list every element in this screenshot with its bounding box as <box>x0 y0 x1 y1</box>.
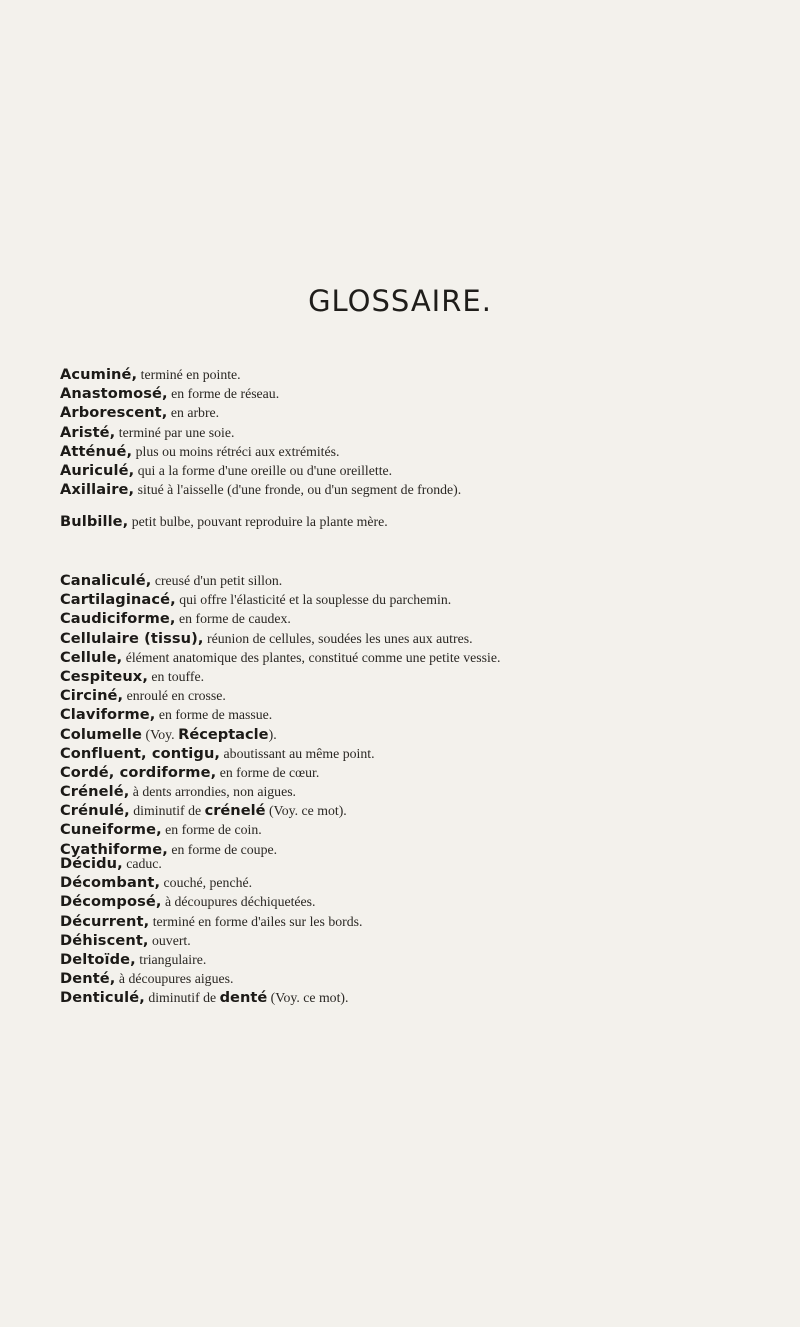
glossary-group-b <box>60 512 790 531</box>
glossary-entry <box>60 854 790 873</box>
glossary-definition: terminé par une soie. <box>115 424 235 440</box>
glossary-entry <box>60 480 790 499</box>
glossary-entry <box>60 969 790 988</box>
glossary-entry <box>60 873 790 892</box>
glossary-entry <box>60 648 790 667</box>
glossary-entry <box>60 461 790 480</box>
glossary-term: Confluent, contigu, <box>60 744 221 762</box>
glossary-term: Cyathiforme, <box>60 840 168 858</box>
glossary-entry <box>60 931 790 950</box>
glossary-definition-tail: (Voy. ce mot). <box>265 803 347 819</box>
glossary-cross-reference: crénelé <box>204 802 266 820</box>
glossary-term: Cellule, <box>60 648 123 666</box>
glossary-group-a <box>60 365 790 499</box>
glossary-group-d <box>60 854 790 1008</box>
glossary-term: Circiné, <box>60 687 124 705</box>
glossary-definition: à découpures déchiquetées. <box>161 894 316 910</box>
glossary-entry <box>60 609 790 628</box>
glossary-definition: triangulaire. <box>135 951 207 967</box>
glossary-definition-tail: (Voy. ce mot). <box>267 990 349 1006</box>
glossary-entry <box>60 705 790 724</box>
glossary-definition: en forme de réseau. <box>167 386 280 402</box>
glossary-definition: en forme de coin. <box>161 822 262 838</box>
glossary-definition: terminé en pointe. <box>137 367 241 382</box>
page-title: GLOSSAIRE. <box>308 284 492 318</box>
glossary-term: Bulbille, <box>60 513 129 530</box>
glossary-definition: qui offre l'élasticité et la souplesse du parchemin. <box>175 592 452 608</box>
glossary-entry <box>60 988 790 1007</box>
glossary-entry <box>60 629 790 648</box>
glossary-definition: en forme de coupe. <box>167 841 278 857</box>
glossary-entry <box>60 950 790 969</box>
glossary-term: Claviforme, <box>60 706 156 724</box>
glossary-entry <box>60 763 790 782</box>
glossary-entry <box>60 365 790 384</box>
glossary-definition: plus ou moins rétréci aux extrémités. <box>132 443 340 459</box>
glossary-term: Anastomosé, <box>60 385 168 403</box>
glossary-definition: (Voy. <box>142 726 179 742</box>
glossary-definition: en forme de caudex. <box>175 611 291 627</box>
glossary-entry <box>60 423 790 442</box>
glossary-entry <box>60 782 790 801</box>
glossary-term: Denté, <box>60 970 116 988</box>
glossary-entry <box>60 725 790 744</box>
glossary-term: Crénelé, <box>60 783 130 801</box>
glossary-term: Déhiscent, <box>60 931 149 949</box>
glossary-definition: en touffe. <box>147 668 205 684</box>
glossary-term: Atténué, <box>60 442 133 460</box>
glossary-entry <box>60 912 790 931</box>
glossary-definition: à découpures aigues. <box>115 971 234 987</box>
glossary-term: Columelle <box>60 725 143 743</box>
glossary-entry <box>60 686 790 705</box>
glossary-entry <box>60 403 790 422</box>
glossary-definition: qui a la forme d'une oreille ou d'une oreillette. <box>134 462 393 478</box>
glossary-cross-reference: denté <box>219 989 268 1007</box>
glossary-term: Denticulé, <box>60 989 145 1007</box>
glossary-definition: en forme de massue. <box>155 707 273 723</box>
glossary-term: Cespiteux, <box>60 667 148 685</box>
glossary-definition: couché, penché. <box>160 875 253 891</box>
glossary-entry <box>60 820 790 839</box>
glossary-definition-tail: ). <box>268 726 277 742</box>
glossary-definition: réunion de cellules, soudées les unes aux autres. <box>203 630 473 646</box>
glossary-definition: terminé en forme d'ailes sur les bords. <box>149 913 363 929</box>
glossary-term: Aristé, <box>60 423 116 441</box>
glossary-entry <box>60 744 790 763</box>
glossary-definition: diminutif de <box>129 803 205 819</box>
glossary-definition: diminutif de <box>144 990 220 1006</box>
glossary-definition: en forme de cœur. <box>216 764 320 780</box>
glossary-entry <box>60 384 790 403</box>
glossary-definition: creusé d'un petit sillon. <box>151 573 283 588</box>
glossary-entry <box>60 892 790 911</box>
glossary-entry <box>60 442 790 461</box>
glossary-entry <box>60 801 790 820</box>
glossary-definition: caduc. <box>122 856 162 871</box>
glossary-term: Deltoïde, <box>60 950 136 968</box>
glossary-definition: enroulé en crosse. <box>123 688 226 704</box>
glossary-definition: aboutissant au même point. <box>220 745 375 761</box>
glossary-definition: ouvert. <box>148 932 191 948</box>
glossary-term: Cartilaginacé, <box>60 591 176 609</box>
glossary-entry <box>60 667 790 686</box>
glossary-term: Cellulaire (tissu), <box>60 629 204 647</box>
glossary-term: Arborescent, <box>60 404 168 422</box>
glossary-term: Canaliculé, <box>60 572 152 589</box>
glossary-definition: à dents arrondies, non aigues. <box>129 784 297 800</box>
glossary-term: Décomposé, <box>60 893 162 911</box>
glossary-term: Axillaire, <box>60 481 135 499</box>
glossary-term: Décurrent, <box>60 912 150 930</box>
glossary-term: Crénulé, <box>60 802 130 820</box>
glossary-entry <box>60 590 790 609</box>
glossary-definition: en arbre. <box>167 405 220 421</box>
glossary-cross-reference: Réceptacle <box>178 725 269 743</box>
glossary-term: Décombant, <box>60 874 161 892</box>
glossary-entry <box>60 512 790 531</box>
glossary-definition: situé à l'aisselle (d'une fronde, ou d'un segment de fronde). <box>134 482 462 498</box>
glossary-term: Caudiciforme, <box>60 610 176 628</box>
glossary-definition: élément anatomique des plantes, constitué comme une petite vessie. <box>122 649 501 665</box>
glossary-term: Cuneiforme, <box>60 821 162 839</box>
glossary-definition: petit bulbe, pouvant reproduire la plante mère. <box>128 514 388 529</box>
glossary-term: Auriculé, <box>60 461 135 479</box>
glossary-term: Acuminé, <box>60 366 138 383</box>
glossary-entry <box>60 571 790 590</box>
glossary-group-c <box>60 571 790 859</box>
glossary-term: Décidu, <box>60 855 123 872</box>
glossary-term: Cordé, cordiforme, <box>60 763 217 781</box>
